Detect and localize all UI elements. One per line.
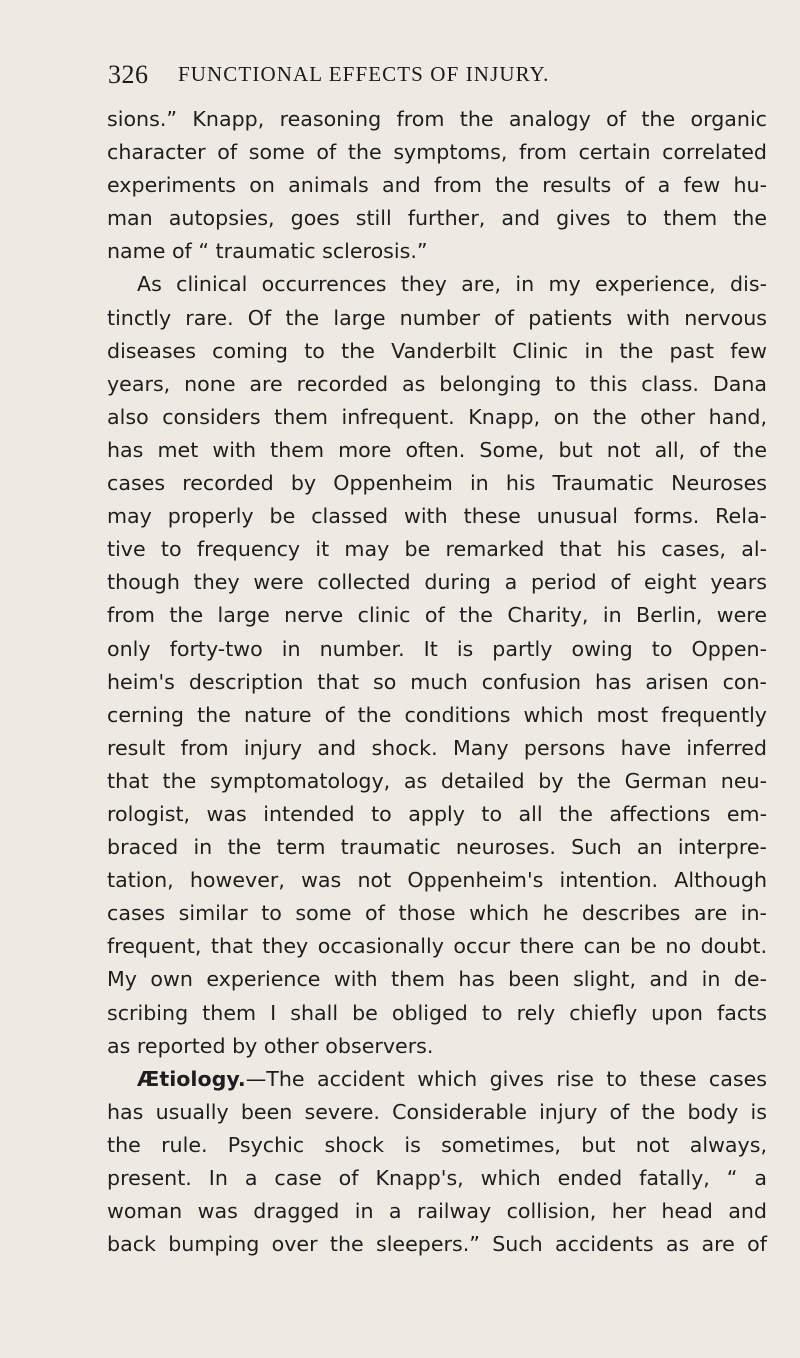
text-line: experiments on animals and from the results of a few hu- <box>107 173 767 198</box>
text-line: frequent, that they occasionally occur there can be no doubt. <box>107 934 767 959</box>
text-line: that the symptomatology, as detailed by the German neu- <box>107 768 767 793</box>
text-line: scribing them I shall be obliged to rely chiefly upon facts <box>107 1000 767 1025</box>
text-line: character of some of the symptoms, from certain correlated <box>107 140 767 165</box>
text-line: tive to frequency it may be remarked that his cases, al- <box>107 537 767 562</box>
text-line: My own experience with them has been slight, and in de- <box>107 967 767 992</box>
text-line: result from injury and shock. Many persons have inferred <box>107 735 767 760</box>
text-line: cases recorded by Oppenheim in his Traumatic Neuroses <box>107 471 767 496</box>
text-line: present. In a case of Knapp's, which ended fatally, “ a <box>107 1166 767 1190</box>
text-line: rologist, was intended to apply to all the affections em- <box>107 801 767 826</box>
text-line: tation, however, was not Oppenheim's intention. Although <box>107 868 767 893</box>
text-line: has met with them more often. Some, but not all, of the <box>107 437 767 462</box>
page-number: 326 <box>108 60 149 89</box>
text-line: tinctly rare. Of the large number of patients with nervous <box>107 305 767 330</box>
text-line: cases similar to some of those which he describes are in- <box>107 901 767 926</box>
text-line: As clinical occurrences they are, in my experience, dis- <box>137 272 767 297</box>
text-line: has usually been severe. Considerable injury of the body is <box>107 1099 767 1124</box>
running-head: FUNCTIONAL EFFECTS OF INJURY. <box>178 62 550 86</box>
paragraph-aetiology <box>107 1063 767 1262</box>
paragraph-clinical-occurrences <box>107 268 767 1062</box>
text-line: though they were collected during a period of eight years <box>107 570 767 595</box>
text-line: woman was dragged in a railway collision, her head and <box>107 1199 767 1224</box>
text-line: years, none are recorded as belonging to this class. Dana <box>107 371 767 396</box>
body-text <box>107 103 767 1261</box>
text-line <box>107 1063 767 1096</box>
text-line: also considers them infrequent. Knapp, on the other hand, <box>107 404 767 429</box>
text-line: as reported by other observers. <box>107 1033 434 1058</box>
text-line: the rule. Psychic shock is sometimes, but not always, <box>107 1132 767 1157</box>
text-run: —The accident which gives rise to these cases <box>245 1066 767 1091</box>
text-line: back bumping over the sleepers.” Such accidents as are of <box>107 1232 767 1257</box>
text-line: diseases coming to the Vanderbilt Clinic in the past few <box>107 338 767 363</box>
text-line: man autopsies, goes still further, and gives to them the <box>107 206 767 231</box>
paragraph-knapp-sclerosis <box>107 103 767 268</box>
text-line: cerning the nature of the conditions which most frequently <box>107 702 767 727</box>
text-line: braced in the term traumatic neuroses. Such an interpre- <box>107 835 767 860</box>
text-line: only forty-two in number. It is partly owing to Oppen- <box>107 636 767 661</box>
text-line: sions.” Knapp, reasoning from the analogy of the organic <box>107 107 767 131</box>
text-line: from the large nerve clinic of the Charity, in Berlin, were <box>107 603 767 628</box>
text-line: name of “ traumatic sclerosis.” <box>107 239 428 264</box>
text-line: may properly be classed with these unusual forms. Rela- <box>107 504 767 529</box>
section-heading-aetiology: Ætiology. <box>137 1066 246 1091</box>
text-line: heim's description that so much confusion has arisen con- <box>107 669 767 694</box>
page-header <box>0 58 800 88</box>
